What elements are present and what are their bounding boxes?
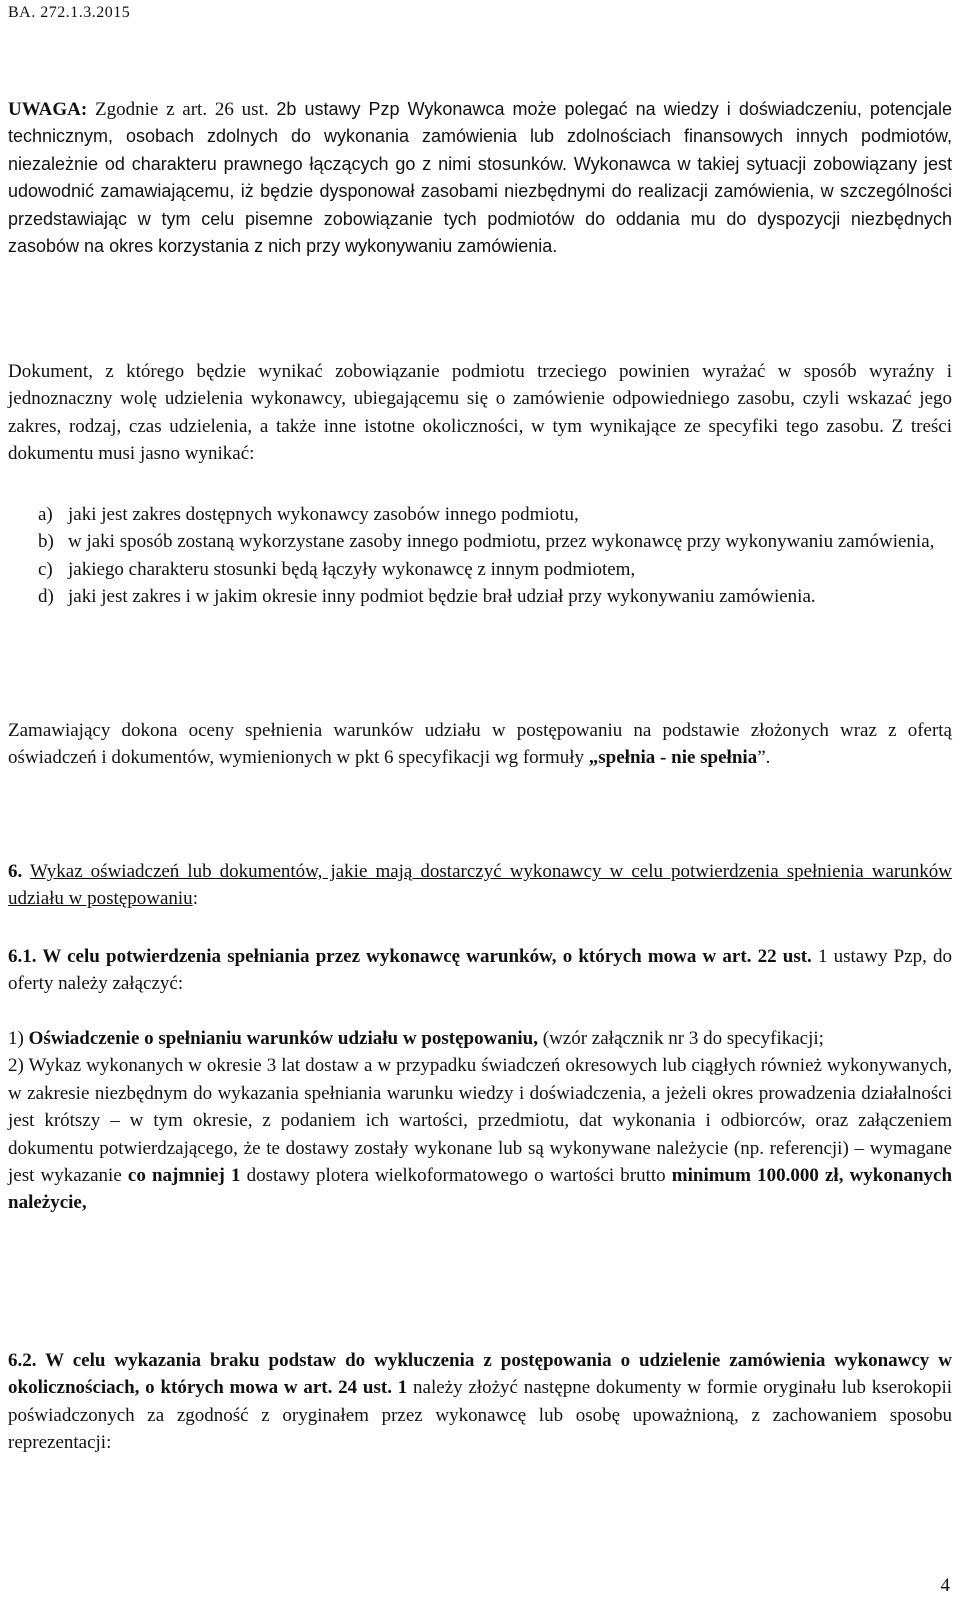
list-text: jakiego charakteru stosunki będą łączyły wykonawcę z innym podmiotem, xyxy=(68,558,636,580)
section-6-1-text: 1 ustawy Pzp, do oferty należy załączyć: xyxy=(8,946,953,995)
list-marker: d) xyxy=(38,586,54,608)
list-text: jaki jest zakres i w jakim okresie inny podmiot będzie brał udział przy wykonywaniu zamówienia. xyxy=(68,586,816,608)
list-marker: c) xyxy=(38,558,53,580)
section-6-2-heading: 6.2. W celu wykazania braku podstaw do wykluczenia z postępowania o udzielenie zamówienia wykonawcy w okolicznościach, o których mowa w art. 24 ust. 1 xyxy=(8,1350,952,1399)
list-item xyxy=(8,556,952,583)
evaluation-formula: „spełnia - nie spełnia xyxy=(588,747,758,769)
page-number: 4 xyxy=(940,1575,950,1596)
list-item xyxy=(8,583,952,610)
item-1-prefix: 1) xyxy=(8,1028,29,1049)
document-item-1 xyxy=(8,1025,952,1052)
evaluation-tail: ”. xyxy=(757,747,771,769)
warning-label: UWAGA: xyxy=(8,99,88,120)
item-2-text: 2) Wykaz wykonanych w okresie 3 lat dostaw a w przypadku świadczeń okresowych lub ciągłych również wykonywanych, w zakresie niezbędnym do wykazania spełniania warunku wiedzy i doświadczenia, a jeżeli okres prowadzenia działalności jest krótszy – w tym okresie, z podaniem ich wartości, przedmiotu, dat wykonania i odbiorców, oraz załączeniem dokumentu potwierdzającego, że te dostawy zostały wykonane lub są wykonywane należycie (np. referencji) – wymagane jest wykazanie xyxy=(8,1055,952,1187)
section-6-1 xyxy=(8,943,952,998)
list-marker: b) xyxy=(38,531,54,553)
list-text: w jaki sposób zostaną wykorzystane zasoby innego podmiotu, przez wykonawcę przy wykonywaniu zamówienia, xyxy=(68,531,935,553)
warning-paragraph xyxy=(8,96,952,260)
document-reference: BA. 272.1.3.2015 xyxy=(8,4,131,21)
warning-serif-text: Zgodnie z art. 26 ust. xyxy=(87,99,277,120)
item-1-rest: (wzór załącznik nr 3 do specyfikacji; xyxy=(538,1028,824,1049)
evaluation-text: Zamawiający dokona oceny spełnienia warunków udziału w postępowaniu na podstawie złożonych wraz z ofertą oświadczeń i dokumentów, wymienionych w pkt 6 specyfikacji wg formuły xyxy=(8,720,952,769)
section-6-title: Wykaz oświadczeń lub dokumentów, jakie mają dostarczyć wykonawcy w celu potwierdzenia spełnienia warunków udziału w postępowaniu xyxy=(8,861,952,910)
list-marker: a) xyxy=(38,504,53,525)
list-item xyxy=(8,501,952,528)
item-2-bold-1: co najmniej 1 xyxy=(127,1165,241,1187)
section-6-1-heading: 6.1. W celu potwierdzenia spełniania przez wykonawcę warunków, o których mowa w art. 22 ust. xyxy=(8,946,812,967)
item-1-title: Oświadczenie o spełnianiu warunków udziału w postępowaniu, xyxy=(28,1028,538,1049)
section-6-heading xyxy=(8,858,952,913)
documents-list xyxy=(8,1025,952,1217)
evaluation-paragraph xyxy=(8,717,952,772)
list-item xyxy=(8,528,952,555)
item-2-bold-2: minimum 100.000 zł, wykonanych należycie, xyxy=(8,1165,953,1214)
document-paragraph xyxy=(8,358,952,468)
document-item-2 xyxy=(8,1052,952,1216)
section-6-colon: : xyxy=(192,888,198,910)
document-text: Dokument, z którego będzie wynikać zobowiązanie podmiotu trzeciego powinien wyrażać w sposób wyraźny i jednoznaczny wolę udzielenia wykonawcy, ubiegającemu się o zamówienie odpowiedniego zasobu, czyli wskazać jego zakres, rodzaj, czas udzielenia, a także inne istotne okoliczności, w tym wynikające ze specyfiki tego zasobu. Z treści dokumentu musi jasno wynikać: xyxy=(8,361,952,465)
section-6-2 xyxy=(8,1347,952,1457)
section-6-2-text: należy złożyć następne dokumenty w formie oryginału lub kserokopii poświadczonych za zgodność z oryginałem przez wykonawcę lub osobę upoważnioną, z zachowaniem sposobu reprezentacji: xyxy=(8,1377,953,1454)
requirements-list xyxy=(8,501,952,611)
item-2-mid: dostawy plotera wielkoformatowego o wartości brutto xyxy=(240,1165,672,1187)
warning-sans-text: 2b ustawy Pzp Wykonawca może polegać na wiedzy i doświadczeniu, potencjale technicznym, osobach zdolnych do wykonania zamówienia lub zdolnościach finansowych innych podmiotów, niezależnie od charakteru prawnego łączących go z nimi stosunków. Wykonawca w takiej sytuacji zobowiązany jest udowodnić zamawiającemu, iż będzie dysponował zasobami niezbędnymi do realizacji zamówienia, w szczególności przedstawiając w tym celu pisemne zobowiązanie tych podmiotów do oddania mu do dyspozycji niezbędnych zasobów na okres korzystania z nich przy wykonywaniu zamówienia. xyxy=(8,99,952,257)
list-text: jaki jest zakres dostępnych wykonawcy zasobów innego podmiotu, xyxy=(68,504,579,525)
section-6-number: 6. xyxy=(8,861,23,882)
